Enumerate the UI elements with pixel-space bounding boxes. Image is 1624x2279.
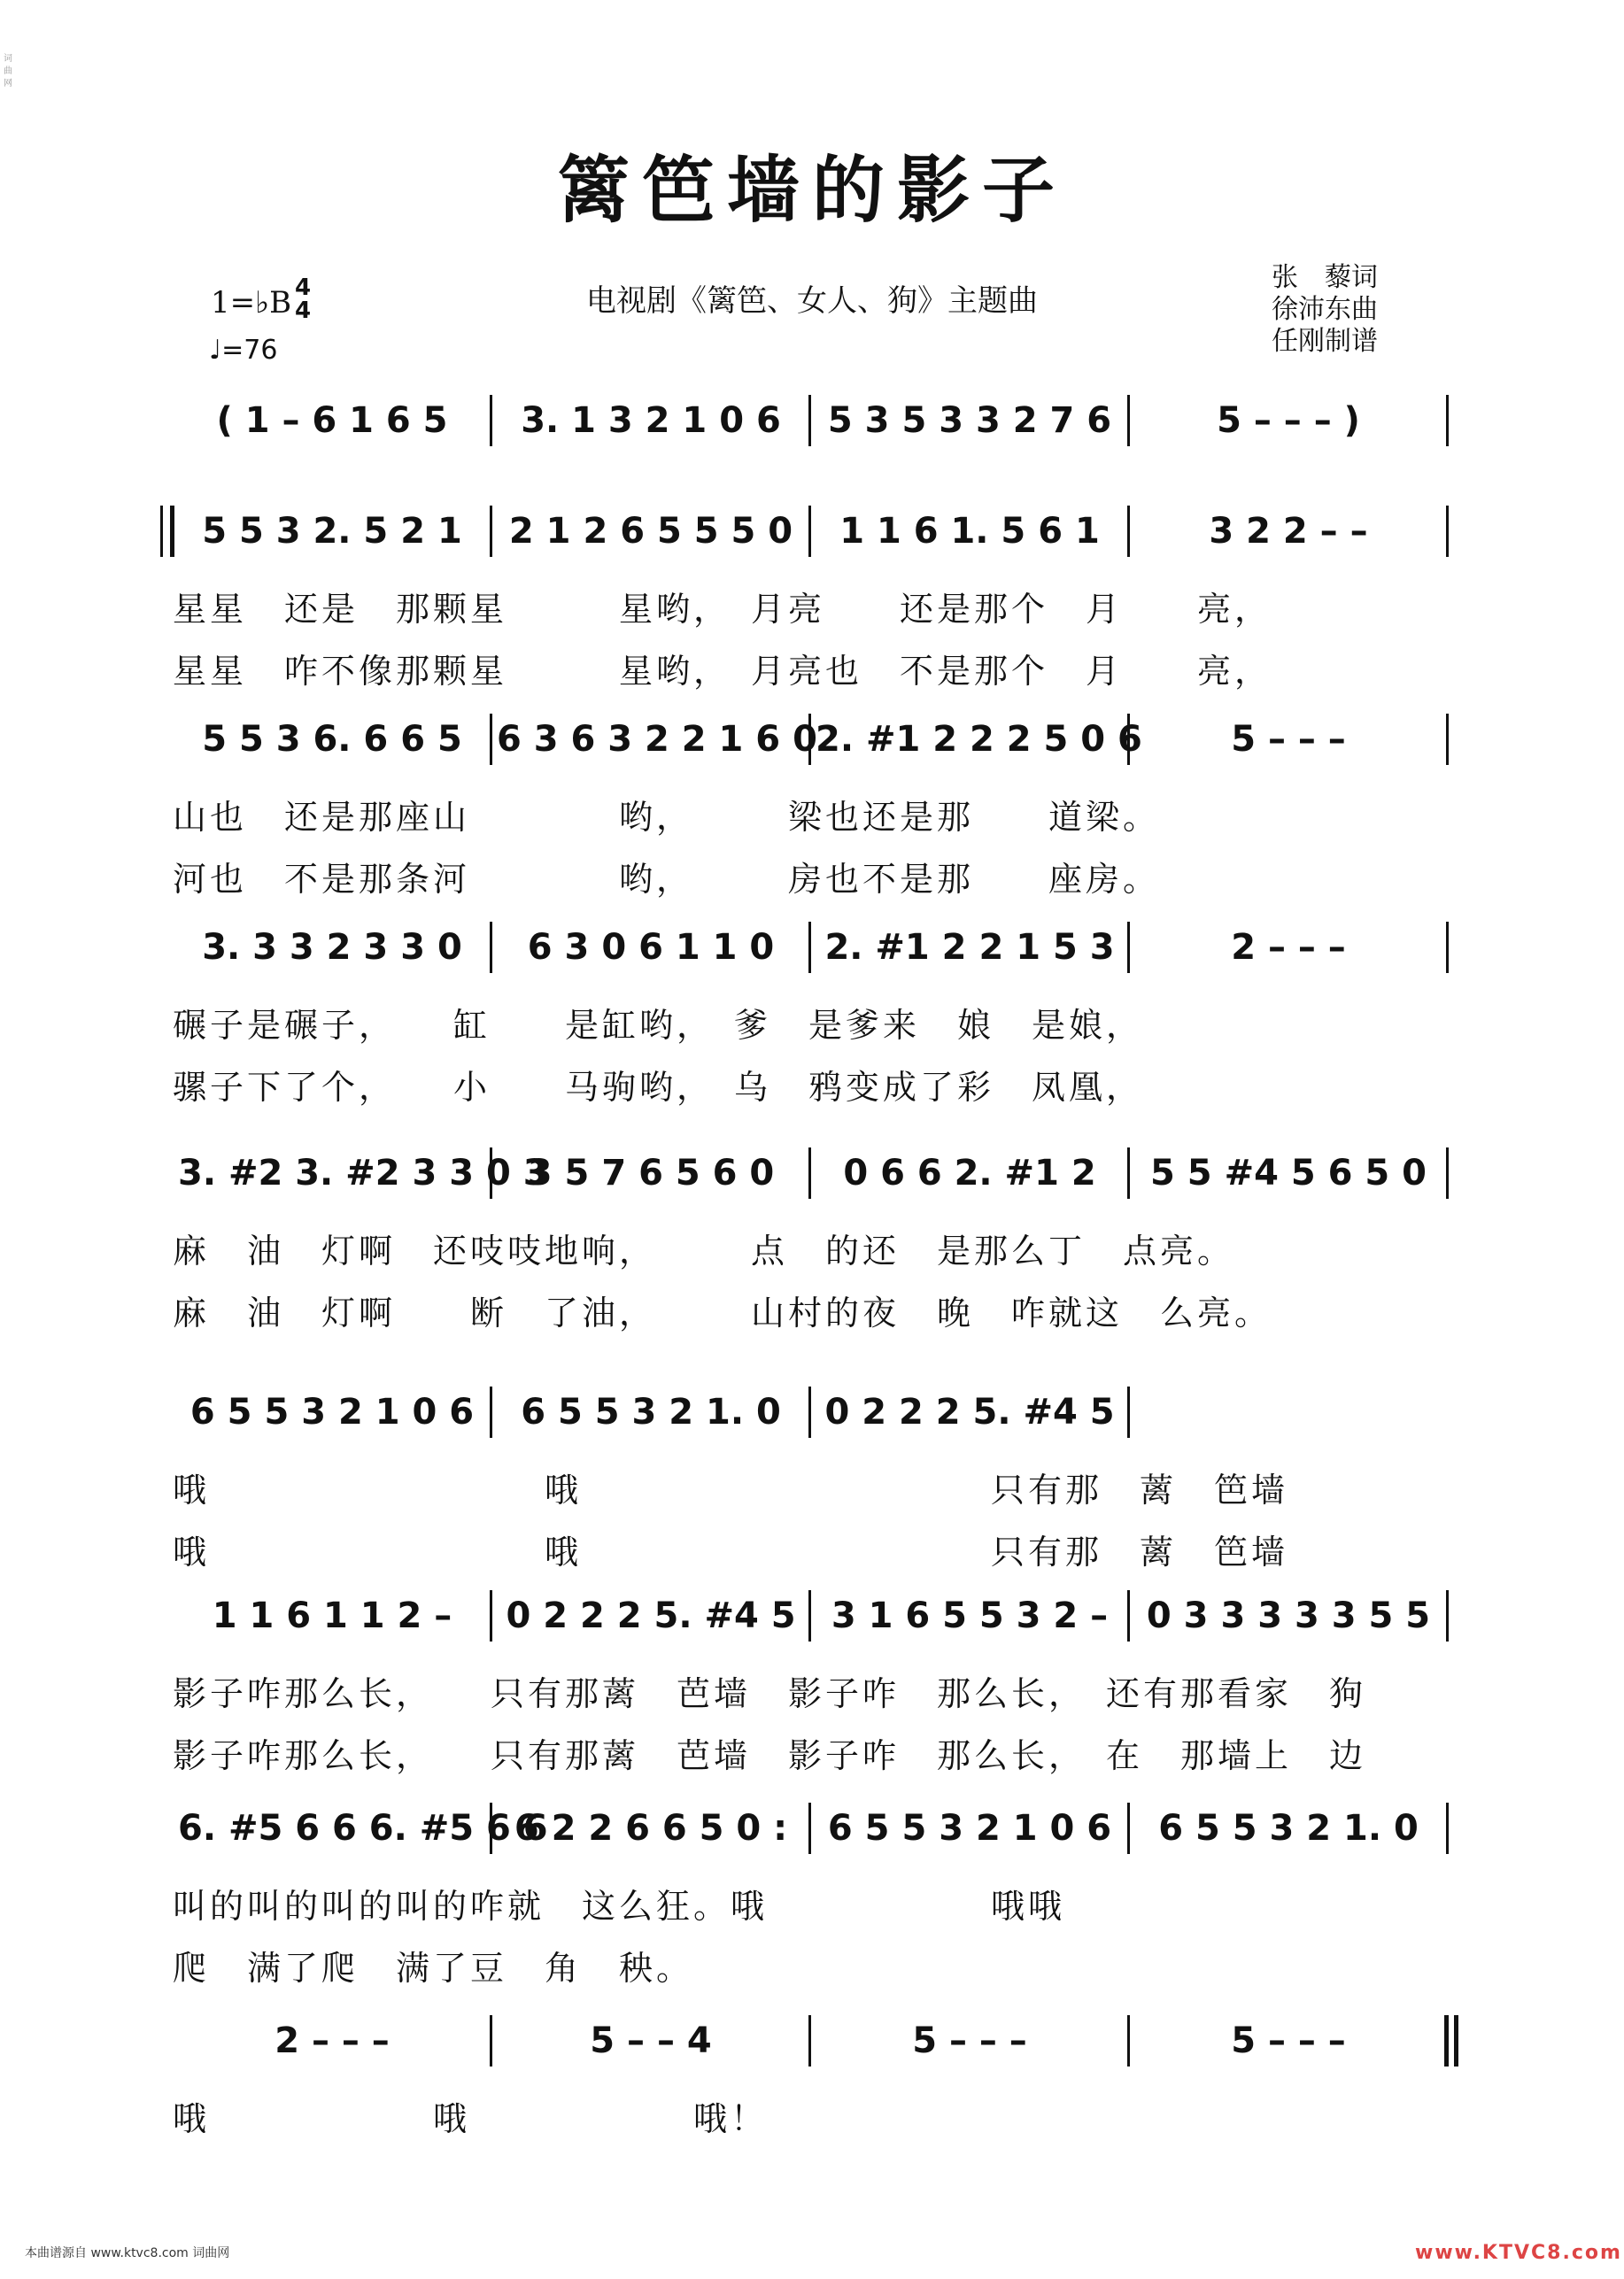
barline: [808, 1387, 811, 1438]
notation-line: [173, 1142, 1448, 1204]
barline: [490, 1803, 492, 1854]
tempo-marking: ♩=76: [209, 335, 278, 366]
lyric-line: 哦 哦 只有那 蓠 笆墙: [173, 1533, 1289, 1572]
final-barline: [1444, 2015, 1458, 2067]
lyricist-credit: 张 藜词: [1272, 262, 1378, 293]
notation-line: [173, 1585, 1448, 1647]
measure: 3 5 7 6 5 6 0: [527, 1153, 775, 1194]
barline: [1127, 1590, 1130, 1642]
measure: 0 2 2 2 5. #4 5: [506, 1595, 796, 1636]
lyric-line: 山也 还是那座山 哟， 梁也还是那 道梁。: [173, 798, 1161, 837]
measure: 6 5 5 3 2 1. 0: [521, 1392, 781, 1433]
measure: 6 2 2 6 6 5 0 :: [514, 1808, 788, 1849]
barline: [1127, 1147, 1130, 1199]
lyric-line: 麻 油 灯啊 还吱吱地响， 点 的还 是那么丁 点亮。: [173, 1232, 1235, 1271]
notation-line: [173, 500, 1448, 562]
measure: 3 1 6 5 5 3 2 –: [831, 1595, 1109, 1636]
lyric-line: 爬 满了爬 满了豆 角 秧。: [173, 1949, 694, 1988]
lyric-line: 星星 还是 那颗星 星哟， 月亮 还是那个 月 亮，: [173, 590, 1272, 629]
measure: 3. 1 3 2 1 0 6: [521, 400, 781, 441]
transcriber-credit: 任刚制谱: [1272, 326, 1378, 357]
barline: [1127, 506, 1130, 557]
footer-source: 本曲谱源自 www.ktvc8.com 词曲网: [25, 2246, 230, 2260]
song-title: 篱笆墙的影子: [556, 148, 1067, 233]
barline: [490, 395, 492, 446]
measure: 6 3 6 3 2 2 1 6 0: [497, 719, 817, 760]
measure: 1 1 6 1 1 2 –: [212, 1595, 452, 1636]
notation-line: [173, 1797, 1448, 1859]
barline: [1127, 922, 1130, 973]
barline: [1127, 1387, 1130, 1438]
measure: 2 – – –: [275, 2020, 390, 2061]
lyric-line: 星星 咋不像那颗星 星哟， 月亮也 不是那个 月 亮，: [173, 652, 1272, 691]
barline: [1127, 395, 1130, 446]
barline: [490, 922, 492, 973]
barline: [490, 1590, 492, 1642]
lyric-line: 麻 油 灯啊 断 了油， 山村的夜 晚 咋就这 么亮。: [173, 1294, 1272, 1333]
barline: [490, 714, 492, 765]
lyric-line: 哦 哦 哦！: [173, 2099, 769, 2138]
notation-line: [173, 390, 1448, 452]
barline: [1127, 2015, 1130, 2067]
measure: 3. #2 3. #2 3 3 0 3: [178, 1153, 548, 1194]
barline: [1127, 714, 1130, 765]
barline: [808, 2015, 811, 2067]
barline: [808, 922, 811, 973]
composer-credit: 徐沛东曲: [1272, 294, 1378, 325]
measure: 5 – – 4: [590, 2020, 712, 2061]
measure: 2 – – –: [1231, 927, 1346, 968]
barline: [1446, 506, 1449, 557]
notation-line: [173, 1381, 1448, 1443]
measure: 6 3 0 6 1 1 0: [527, 927, 775, 968]
measure: 6 5 5 3 2 1. 0: [1158, 1808, 1419, 1849]
barline: [808, 1803, 811, 1854]
measure: 5 – – –: [1231, 719, 1346, 760]
lyric-line: 碾子是碾子， 缸 是缸哟， 爹 是爹来 娘 是娘，: [173, 1006, 1144, 1045]
measure: 5 3 5 3 3 2 7 6: [827, 400, 1112, 441]
barline: [1446, 922, 1449, 973]
measure: 6 5 5 3 2 1 0 6: [827, 1808, 1112, 1849]
lyric-line: 叫的叫的叫的叫的咋就 这么狂。哦 哦哦: [173, 1887, 1066, 1926]
measure: 0 3 3 3 3 3 5 5: [1146, 1595, 1431, 1636]
lyric-line: 哦 哦 只有那 蓠 笆墙: [173, 1471, 1289, 1510]
measure: 2. #1 2 2 1 5 3: [824, 927, 1115, 968]
measure: 2. #1 2 2 2 5 0 6: [816, 719, 1142, 760]
lyric-line: 影子咋那么长， 只有那蓠 芭墙 影子咋 那么长， 还有那看家 狗: [173, 1674, 1367, 1713]
credits: [1272, 262, 1378, 358]
measure: 5 – – –: [1231, 2020, 1346, 2061]
barline: [808, 1590, 811, 1642]
barline: [490, 1387, 492, 1438]
barline: [808, 506, 811, 557]
barline: [808, 1147, 811, 1199]
barline: [808, 395, 811, 446]
measure: 3 2 2 – –: [1209, 511, 1368, 552]
repeat-start-barline: [160, 506, 174, 557]
barline: [1127, 1803, 1130, 1854]
subtitle: 电视剧《篱笆、女人、狗》主题曲: [586, 283, 1038, 319]
notation-line: [173, 916, 1448, 978]
measure: 5 – – –: [912, 2020, 1027, 2061]
measure: 5 5 3 6. 6 6 5: [202, 719, 462, 760]
measure: 5 5 3 2. 5 2 1: [202, 511, 462, 552]
barline: [1446, 395, 1449, 446]
barline: [490, 506, 492, 557]
lyric-line: 河也 不是那条河 哟， 房也不是那 座房。: [173, 860, 1161, 899]
barline: [808, 714, 811, 765]
lyric-line: 影子咋那么长， 只有那蓠 芭墙 影子咋 那么长， 在 那墙上 边: [173, 1736, 1367, 1775]
measure: 0 6 6 2. #1 2: [843, 1153, 1096, 1194]
lyric-line: 骡子下了个， 小 马驹哟， 乌 鸦变成了彩 凤凰，: [173, 1068, 1144, 1107]
barline: [1446, 714, 1449, 765]
measure: 5 5 #4 5 6 5 0: [1150, 1153, 1427, 1194]
measure: 0 2 2 2 5. #4 5: [824, 1392, 1115, 1433]
notation-line: [173, 2010, 1448, 2072]
barline: [490, 2015, 492, 2067]
measure: 6. #5 6 6 6. #5 6 6: [178, 1808, 548, 1849]
time-signature-top: 4: [295, 274, 312, 301]
measure: 6 5 5 3 2 1 0 6: [189, 1392, 475, 1433]
measure: 3. 3 3 2 3 3 0: [202, 927, 462, 968]
time-signature-bottom: 4: [295, 297, 312, 324]
measure: ( 1 – 6 1 6 5: [216, 400, 448, 441]
notation-line: [173, 708, 1448, 770]
barline: [1446, 1803, 1449, 1854]
key-signature: 1=♭B: [211, 285, 292, 321]
side-watermark: 词曲网: [4, 54, 12, 89]
barline: [1446, 1590, 1449, 1642]
measure: 5 – – – ): [1217, 400, 1360, 441]
barline: [490, 1147, 492, 1199]
measure: 2 1 2 6 5 5 5 0: [508, 511, 793, 552]
footer-logo: www.KTVC8.com: [1415, 2242, 1622, 2264]
measure: 1 1 6 1. 5 6 1: [839, 511, 1100, 552]
barline: [1446, 1147, 1449, 1199]
